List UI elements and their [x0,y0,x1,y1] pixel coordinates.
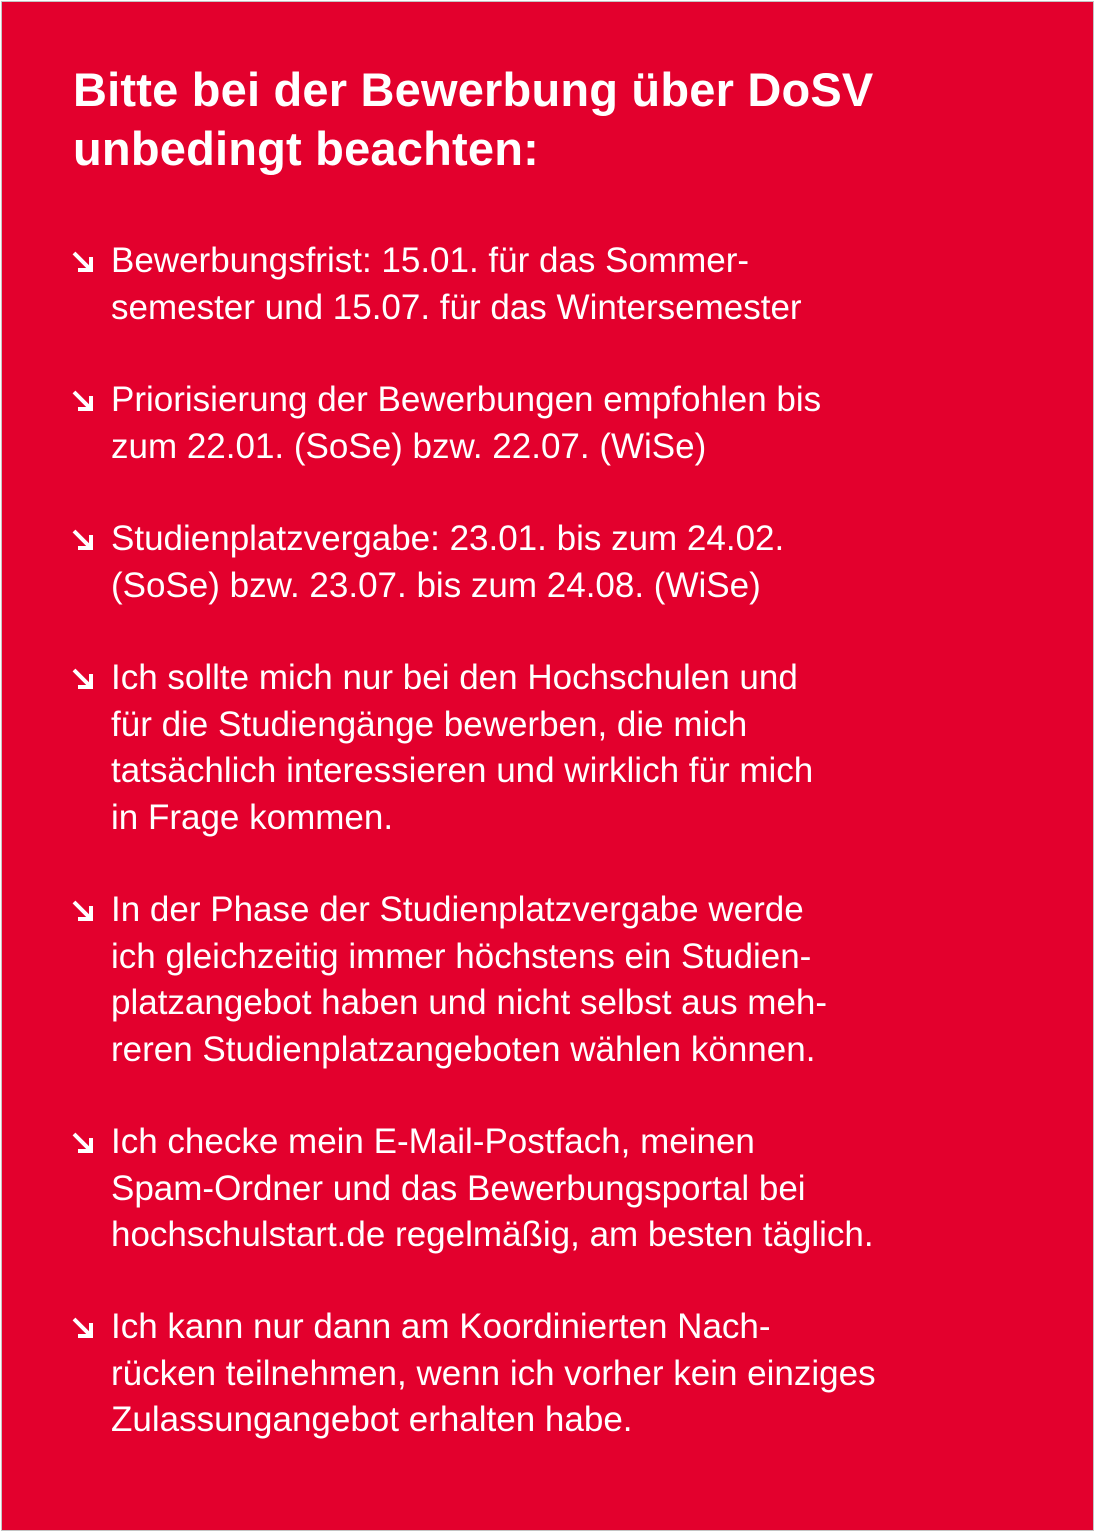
list-item-line: Bewerbungsfrist: 15.01. für das Sommer- [111,241,750,280]
list-item-line: zum 22.01. (SoSe) bzw. 22.07. (WiSe) [111,426,707,466]
title-line: Bitte bei der Bewerbung über DoSV [73,63,874,116]
list-item-line: Spam-Ordner und das Bewerbungsportal bei [111,1168,806,1208]
list-item-line: ich gleichzeitig immer höchstens ein Studien- [111,936,812,976]
list-item-line: Ich kann nur dann am Koordinierten Nach- [111,1307,771,1346]
list-item-line: Studienplatzvergabe: 23.01. bis zum 24.02. [111,519,785,558]
arrow-down-right-icon [68,1128,98,1158]
list-item-line: semester und 15.07. für das Wintersemester [111,287,802,327]
list-item-line: in Frage kommen. [111,797,394,837]
list-item-line: hochschulstart.de regelmäßig, am besten täglich. [111,1215,874,1254]
list-item-text [111,238,802,331]
list-item-line: In der Phase der Studienplatzvergabe werde [111,890,804,929]
list-item-text [111,377,821,470]
list-item-line: für die Studiengänge bewerben, die mich [111,704,748,744]
list-item-line: Priorisierung der Bewerbungen empfohlen bis [111,380,822,419]
list-item-line: rücken teilnehmen, wenn ich vorher kein einziges [111,1353,876,1393]
info-panel [1,1,1094,1531]
list-item-line: Ich checke mein E-Mail-Postfach, meinen [111,1122,755,1161]
arrow-down-right-icon [68,1313,98,1343]
list-item-line: Ich sollte mich nur bei den Hochschulen und [111,658,798,697]
arrow-down-right-icon [68,525,98,555]
list-item-line: Zulassungangebot erhalten habe. [111,1400,633,1439]
list-item-text [111,655,813,841]
list-item-line: platzangebot haben und nicht selbst aus meh- [111,983,828,1022]
list-item-text [111,516,784,609]
title-line: unbedingt beachten: [73,122,539,175]
arrow-down-right-icon [68,247,98,277]
list-item-line: tatsächlich interessieren und wirklich für mich [111,751,814,790]
arrow-down-right-icon [68,386,98,416]
arrow-down-right-icon [68,896,98,926]
arrow-down-right-icon [68,664,98,694]
panel-title [73,60,873,178]
list-item-text [111,1119,874,1259]
list-item-line: (SoSe) bzw. 23.07. bis zum 24.08. (WiSe) [111,565,761,605]
list-item-text [111,887,827,1073]
list-item-text [111,1304,876,1444]
list-item-line: reren Studienplatzangeboten wählen können. [111,1029,816,1069]
